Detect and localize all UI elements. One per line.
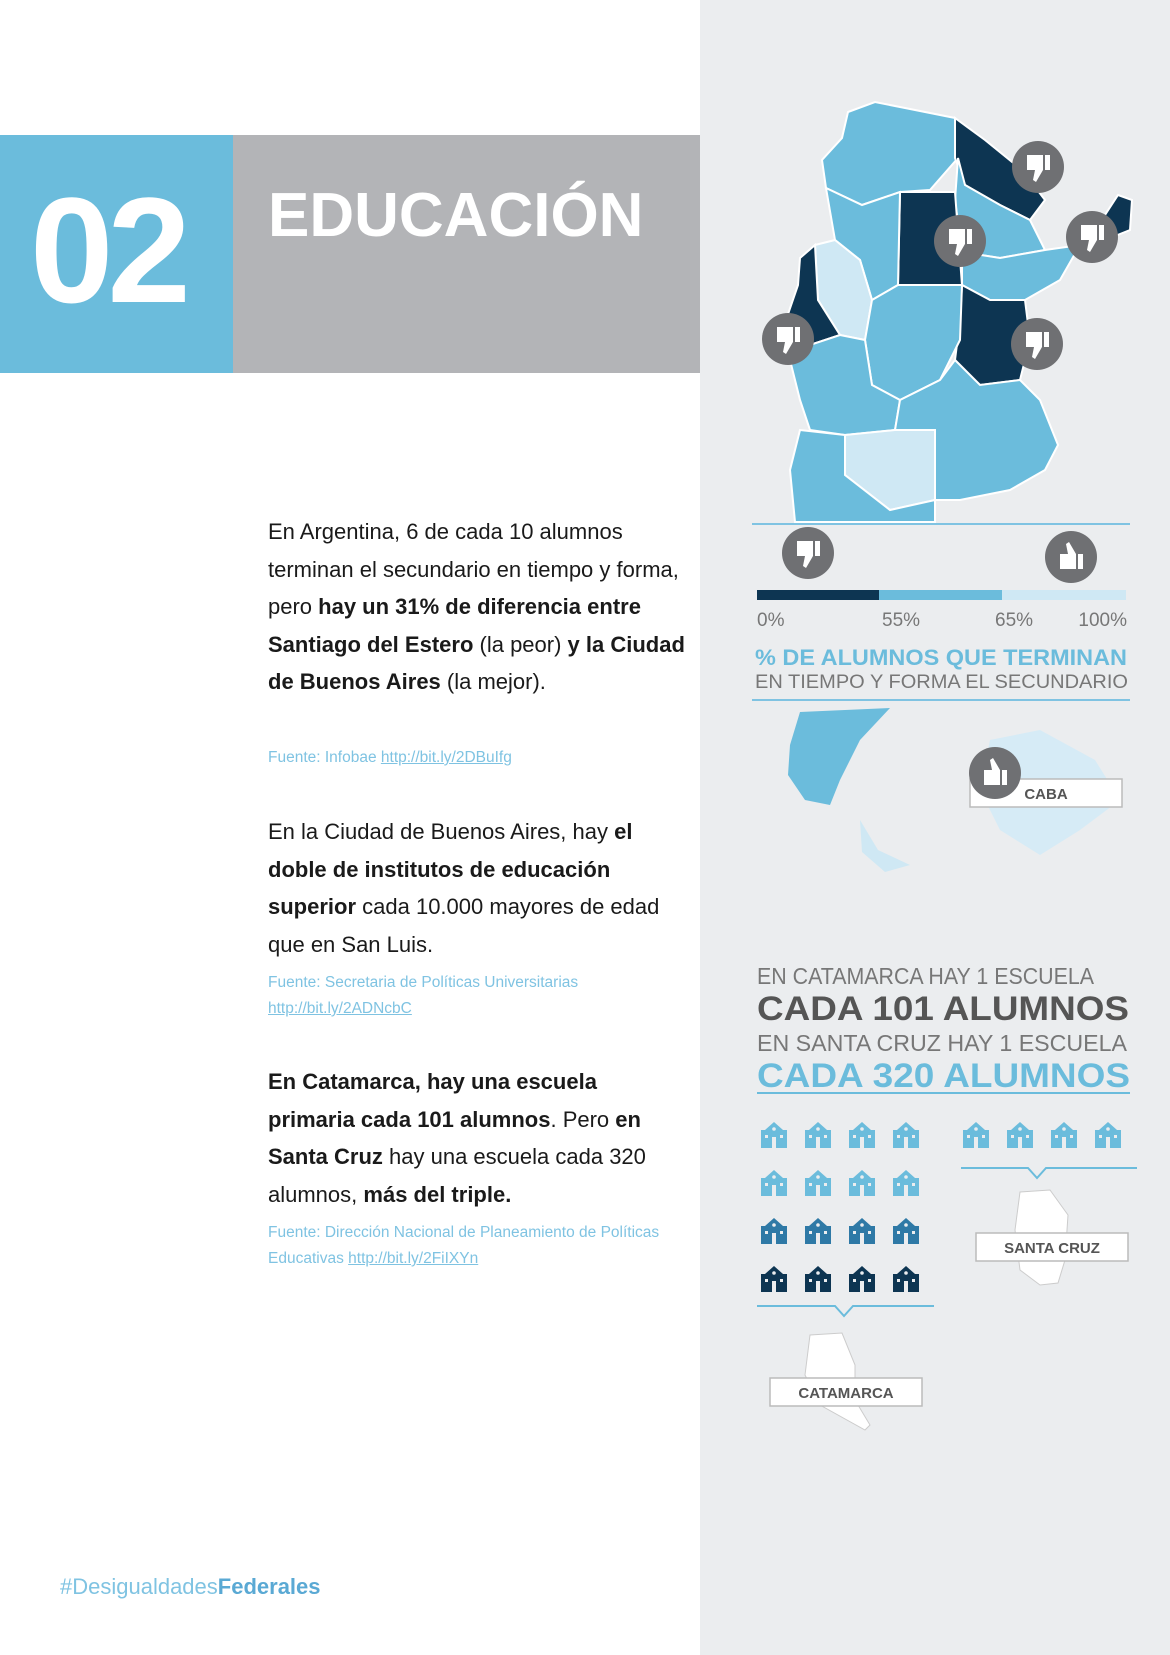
p2-bold-b: el doble de institutos de educación superior <box>268 819 633 919</box>
p2-text-a: En la Ciudad de Buenos Aires, hay <box>268 819 615 844</box>
caba-label: CABA <box>1024 786 1068 803</box>
school-icon <box>805 1170 831 1196</box>
school-icon <box>849 1170 875 1196</box>
school-icon <box>893 1218 919 1244</box>
p3-bold-c: en Santa Cruz <box>268 1106 641 1169</box>
school-icon <box>893 1122 919 1148</box>
thumbs-up-icon <box>969 747 1021 799</box>
p3-bold-e: más del triple. <box>363 1181 512 1207</box>
school-icon <box>761 1266 787 1292</box>
school-icon <box>849 1218 875 1244</box>
legend-bar <box>757 590 1126 600</box>
school-icon <box>849 1266 875 1292</box>
legend-tick: 100% <box>1078 610 1127 631</box>
school-icon <box>849 1122 875 1148</box>
schools-line-2: CADA 101 ALUMNOS <box>757 990 1129 1028</box>
legend-bar-segment-mid <box>879 590 1002 600</box>
school-icon <box>761 1170 787 1196</box>
school-icon <box>761 1122 787 1148</box>
source-3-label: Fuente: Dirección Nacional de Planeamiento de Políticas Educativas <box>268 1224 660 1267</box>
schools-line-4: CADA 320 ALUMNOS <box>757 1057 1130 1095</box>
school-icon <box>805 1266 831 1292</box>
school-icon <box>1051 1122 1077 1148</box>
hashtag-bold: Federales <box>217 1574 321 1599</box>
legend-bar-segment-low <box>757 590 879 600</box>
p1-text-e: (la mejor). <box>440 669 546 694</box>
santacruz-label: SANTA CRUZ <box>1004 1240 1100 1257</box>
source-3-link[interactable]: http://bit.ly/2FiIXYn <box>348 1250 479 1267</box>
section-title: EDUCACIÓN <box>268 181 644 250</box>
legend-title-line-2: EN TIEMPO Y FORMA EL SECUNDARIO <box>755 671 1128 693</box>
thumbs-down-icon <box>1012 141 1064 193</box>
school-icon <box>1007 1122 1033 1148</box>
legend-tick: 0% <box>757 610 785 631</box>
legend-ticks <box>757 610 1127 631</box>
school-icon <box>761 1218 787 1244</box>
school-icon <box>893 1170 919 1196</box>
school-icon <box>805 1218 831 1244</box>
thumbs-up-icon <box>1045 531 1097 583</box>
hashtag-light: #Desigualdades <box>60 1574 218 1599</box>
legend-tick: 65% <box>995 610 1034 631</box>
legend-tick: 55% <box>882 610 921 631</box>
santacruz-school-icons <box>963 1122 1121 1148</box>
p1-text-a: En Argentina, 6 de cada 10 alumnos terminan el secundario en tiempo y forma, pero <box>268 519 679 619</box>
school-icon <box>1095 1122 1121 1148</box>
catamarca-school-icons <box>761 1122 919 1292</box>
thumbs-down-icon <box>1066 211 1118 263</box>
p2-text-c: cada 10.000 mayores de edad que en San Luis. <box>268 894 660 957</box>
school-icon <box>963 1122 989 1148</box>
p1-bold-d: y la Ciudad de Buenos Aires <box>268 631 685 694</box>
school-icon <box>805 1122 831 1148</box>
school-icon <box>893 1266 919 1292</box>
thumbs-down-icon <box>934 215 986 267</box>
source-2-link[interactable]: http://bit.ly/2ADNcbC <box>268 1000 412 1017</box>
thumbs-down-icon <box>1011 318 1063 370</box>
p3-text-b: . Pero <box>550 1106 616 1132</box>
p3-text-d: hay una escuela cada 320 alumnos, <box>268 1144 646 1207</box>
source-2-label: Fuente: Secretaria de Políticas Universitarias <box>268 974 579 991</box>
legend-bar-segment-high <box>1002 590 1126 600</box>
catamarca-label: CATAMARCA <box>798 1385 894 1402</box>
source-1-label: Fuente: Infobae <box>268 749 381 766</box>
thumbs-down-icon <box>782 527 834 579</box>
argentina-map <box>786 102 1132 522</box>
p1-bold-b: hay un 31% de diferencia entre Santiago del Estero <box>268 594 641 657</box>
schools-line-3: EN SANTA CRUZ HAY 1 ESCUELA <box>757 1030 1128 1056</box>
thumbs-down-icon <box>762 313 814 365</box>
p3-bold-a: En Catamarca, hay una escuela primaria cada 101 alumnos <box>268 1069 597 1132</box>
legend-title-line-1: % DE ALUMNOS QUE TERMINAN <box>755 645 1127 670</box>
source-1-link[interactable]: http://bit.ly/2DBuIfg <box>380 749 512 766</box>
section-number: 02 <box>30 166 185 334</box>
schools-line-1: EN CATAMARCA HAY 1 ESCUELA <box>757 963 1095 989</box>
province-jujuy-salta <box>822 102 958 205</box>
p1-text-c: (la peor) <box>473 631 568 657</box>
